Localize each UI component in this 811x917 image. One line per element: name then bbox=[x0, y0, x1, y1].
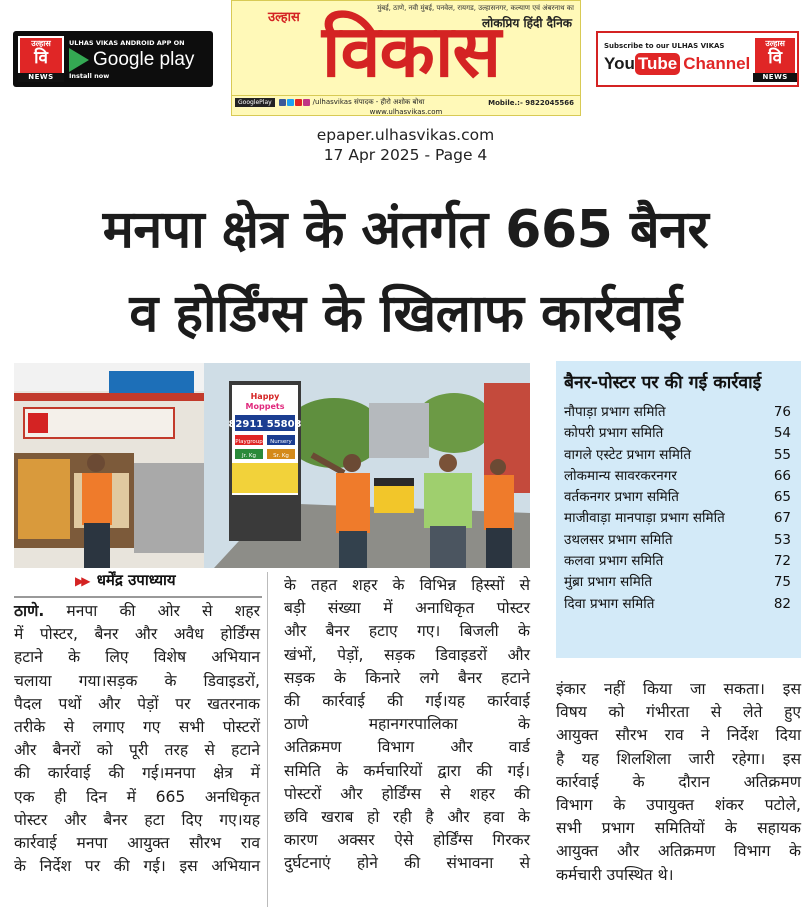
body-line: हटाने के लिए विशेष अभियान bbox=[14, 648, 260, 667]
body-line: छवि खराब हो रही है और हवा के bbox=[284, 808, 530, 827]
masthead-website: www.ulhasvikas.com bbox=[369, 108, 443, 116]
body-line: बड़ी संख्या में अनाधिकृत पोस्टर bbox=[284, 599, 530, 618]
body-line: विभाग के उपायुक्त शंकर पटोले, bbox=[556, 796, 801, 815]
ward-name: नौपाड़ा प्रभाग समिति bbox=[564, 404, 666, 420]
body-line: में पोस्टर, बैनर और अवैध होर्डिंग्स bbox=[14, 625, 260, 644]
ward-name: दिवा प्रभाग समिति bbox=[564, 595, 655, 612]
board-line-1: Happy bbox=[250, 392, 280, 401]
article-column-3 bbox=[556, 678, 801, 887]
body-line: समिति के कर्मचारियों द्वारा की गई। bbox=[284, 761, 530, 780]
edition-date-page: 17 Apr 2025 - Page 4 bbox=[323, 146, 488, 164]
ward-count: 54 bbox=[773, 425, 791, 442]
summary-row bbox=[564, 445, 793, 466]
ward-count: 53 bbox=[773, 531, 791, 548]
ward-name: माजीवाड़ा मानपाड़ा प्रभाग समिति bbox=[564, 510, 725, 527]
install-now-label: Install now bbox=[69, 71, 110, 80]
logo-news-text: NEWS bbox=[18, 73, 64, 82]
body-line: एक ही दिन में 665 अनधिकृत bbox=[14, 787, 260, 806]
board-jrkg: Jr. Kg bbox=[242, 453, 256, 459]
article-headline bbox=[10, 188, 801, 356]
ward-count: 76 bbox=[773, 404, 791, 420]
body-line: के निर्देश पर की गई। इस अभियान bbox=[14, 857, 260, 876]
body-line: है यह शिलशिला जारी रहेगा। इस bbox=[556, 749, 801, 768]
logo-main-text: वि bbox=[34, 48, 48, 68]
body-line: कर्मचारी उपस्थित थे। bbox=[556, 865, 674, 884]
ulhas-vikas-news-logo bbox=[753, 36, 797, 82]
board-nursery: Nursery bbox=[270, 439, 292, 445]
board-srkg: Sr. Kg bbox=[273, 453, 289, 459]
article-column-2 bbox=[284, 574, 530, 876]
body-line: कार्रवाई के दौरान अतिक्रमण bbox=[556, 772, 801, 791]
summary-row bbox=[564, 530, 793, 551]
dateline: ठाणे. bbox=[14, 602, 45, 620]
ward-count: 67 bbox=[773, 510, 791, 527]
youtube-tube-text: Tube bbox=[635, 53, 680, 75]
summary-row bbox=[564, 551, 793, 572]
masthead-editor: /ulhasvikas संपादक - हीरो अशोक बोधा bbox=[312, 98, 425, 106]
body-line: इंकार नहीं किया जा सकता। इस bbox=[556, 680, 801, 698]
body-line: खंभों, पेड़ों, सड़क डिवाइडरों और bbox=[284, 645, 530, 664]
body-line: पोस्टरों और होर्डिंग्स से शहर की bbox=[284, 784, 530, 803]
ward-count: 72 bbox=[773, 553, 791, 570]
ward-count: 75 bbox=[773, 574, 791, 591]
summary-row bbox=[564, 466, 793, 487]
headline-line-2: व होर्डिंग्स के खिलाफ कार्रवाई bbox=[129, 284, 682, 344]
summary-row bbox=[564, 402, 793, 423]
ward-count: 66 bbox=[773, 467, 791, 484]
youtube-channel-badge[interactable] bbox=[596, 31, 799, 87]
ward-count: 82 bbox=[773, 595, 791, 612]
ward-name: कलवा प्रभाग समिति bbox=[564, 553, 664, 570]
android-app-badge[interactable] bbox=[13, 31, 213, 87]
app-badge-caption: ULHAS VIKAS ANDROID APP ON bbox=[69, 38, 185, 47]
play-triangle-icon bbox=[69, 48, 89, 72]
logo-top-text: उल्हास bbox=[765, 39, 785, 48]
youtube-icon bbox=[295, 99, 302, 106]
summary-box-title: बैनर-पोस्टर पर की गई कार्रवाई bbox=[564, 373, 762, 393]
body-line: पोस्टर और बैनर हटा दिए गए।यह bbox=[14, 810, 260, 829]
google-play-label: Google play bbox=[93, 48, 195, 70]
byline-author: धर्मेंद्र उपाध्याय bbox=[96, 571, 176, 589]
action-summary-box bbox=[556, 361, 801, 658]
body-line: आयुक्त और अतिक्रमण विभाग के bbox=[556, 842, 801, 861]
ward-name: वागले एस्टेट प्रभाग समिति bbox=[564, 446, 692, 463]
body-line: ठाणे महानगरपालिका के bbox=[284, 715, 530, 734]
body-line: अतिक्रमण विभाग और वार्ड bbox=[284, 738, 530, 757]
ward-name: लोकमान्य सावरकरनगर bbox=[564, 467, 677, 484]
board-playgroup: Playgroup bbox=[235, 439, 263, 445]
board-line-2: Moppets bbox=[245, 402, 285, 411]
summary-row bbox=[564, 487, 793, 508]
masthead-tagline: लोकप्रिय हिंदी दैनिक bbox=[481, 16, 572, 30]
body-line: कार्रवाई मनपा आयुक्त सौरभ राव bbox=[14, 834, 260, 853]
body-line: पैदल पथों और पेड़ों पर खतरनाक bbox=[14, 694, 260, 713]
subscribe-caption: Subscribe to our ULHAS VIKAS bbox=[604, 42, 725, 50]
epaper-url[interactable]: epaper.ulhasvikas.com bbox=[316, 126, 495, 144]
ward-name: कोपरी प्रभाग समिति bbox=[564, 425, 664, 442]
facebook-icon bbox=[279, 99, 286, 106]
instagram-icon bbox=[303, 99, 310, 106]
body-line: विषय को गंभीरता से लेते हुए bbox=[556, 703, 801, 722]
body-line: चलाया गया।सड़क के डिवाइडरों, bbox=[14, 671, 260, 690]
body-line: की कार्रवाई की गई।मनपा क्षेत्र में bbox=[14, 764, 260, 783]
summary-row bbox=[564, 423, 793, 444]
masthead-title: विकास bbox=[321, 9, 501, 93]
masthead-ulhas: उल्हास bbox=[268, 10, 300, 25]
ward-name: वर्तकनगर प्रभाग समिति bbox=[564, 489, 679, 506]
article-column-1 bbox=[14, 600, 260, 878]
newspaper-masthead bbox=[231, 0, 581, 116]
body-line: सड़क के किनारे लगे बैनर हटाने bbox=[284, 668, 530, 687]
masthead-cities: मुंबई, ठाणे, नवी मुंबई, पनवेल, रायगड, उल्हासनगर, कल्याण एवं अंबरनाथ का bbox=[377, 4, 574, 12]
article-photo bbox=[14, 363, 530, 568]
body-line: ठाणे. मनपा की ओर से शहर bbox=[14, 602, 260, 620]
ward-count: 55 bbox=[773, 446, 791, 463]
logo-main-text: वि bbox=[768, 48, 783, 68]
youtube-channel-text: Channel bbox=[683, 54, 751, 73]
google-play-block bbox=[69, 39, 194, 80]
masthead-info-strip bbox=[232, 95, 580, 109]
logo-top-text: उल्हास bbox=[31, 39, 51, 48]
twitter-icon bbox=[287, 99, 294, 106]
body-line: कारण अक्सर ऐसे होर्डिंग्स गिरकर bbox=[284, 831, 530, 850]
ward-name: उथलसर प्रभाग समिति bbox=[564, 531, 673, 548]
body-line: और बैनरों को पूरी तरह से हटाने bbox=[14, 741, 260, 760]
ulhas-vikas-news-logo bbox=[18, 36, 64, 82]
summary-row bbox=[564, 594, 793, 615]
summary-row bbox=[564, 508, 793, 529]
column-divider bbox=[267, 572, 268, 907]
masthead-mobile: Mobile.:- 9822045566 bbox=[488, 98, 574, 107]
ward-name: मुंब्रा प्रभाग समिति bbox=[564, 574, 653, 591]
body-line: दुर्घटनाएं होने की संभावना से bbox=[284, 854, 530, 873]
body-line: की कार्रवाई की गई।यह कार्रवाई bbox=[284, 692, 530, 711]
byline-arrow-icon: ▶▶ bbox=[75, 574, 88, 588]
ward-count: 65 bbox=[773, 489, 791, 506]
board-phone: 82911 55803 bbox=[228, 419, 302, 430]
logo-news-text: NEWS bbox=[753, 73, 797, 82]
body-line: आयुक्त सौरभ राव ने निर्देश दिया bbox=[556, 726, 801, 745]
google-play-mini-badge: GooglePlay bbox=[235, 98, 275, 107]
youtube-you-text: You bbox=[604, 54, 635, 73]
body-line: तरीके से लगाए गए सभी पोस्टरों bbox=[14, 718, 260, 737]
summary-row bbox=[564, 572, 793, 593]
article-byline bbox=[75, 570, 176, 590]
body-line: सभी प्रभाग समितियों के सहायक bbox=[556, 819, 801, 838]
body-line: और बैनर हटाए गए। बिजली के bbox=[284, 622, 530, 641]
headline-line-1: मनपा क्षेत्र के अंतर्गत 665 बैनर bbox=[102, 200, 709, 260]
byline-divider bbox=[14, 596, 262, 598]
body-line: के तहत शहर के विभिन्न हिस्सों से bbox=[284, 576, 530, 594]
